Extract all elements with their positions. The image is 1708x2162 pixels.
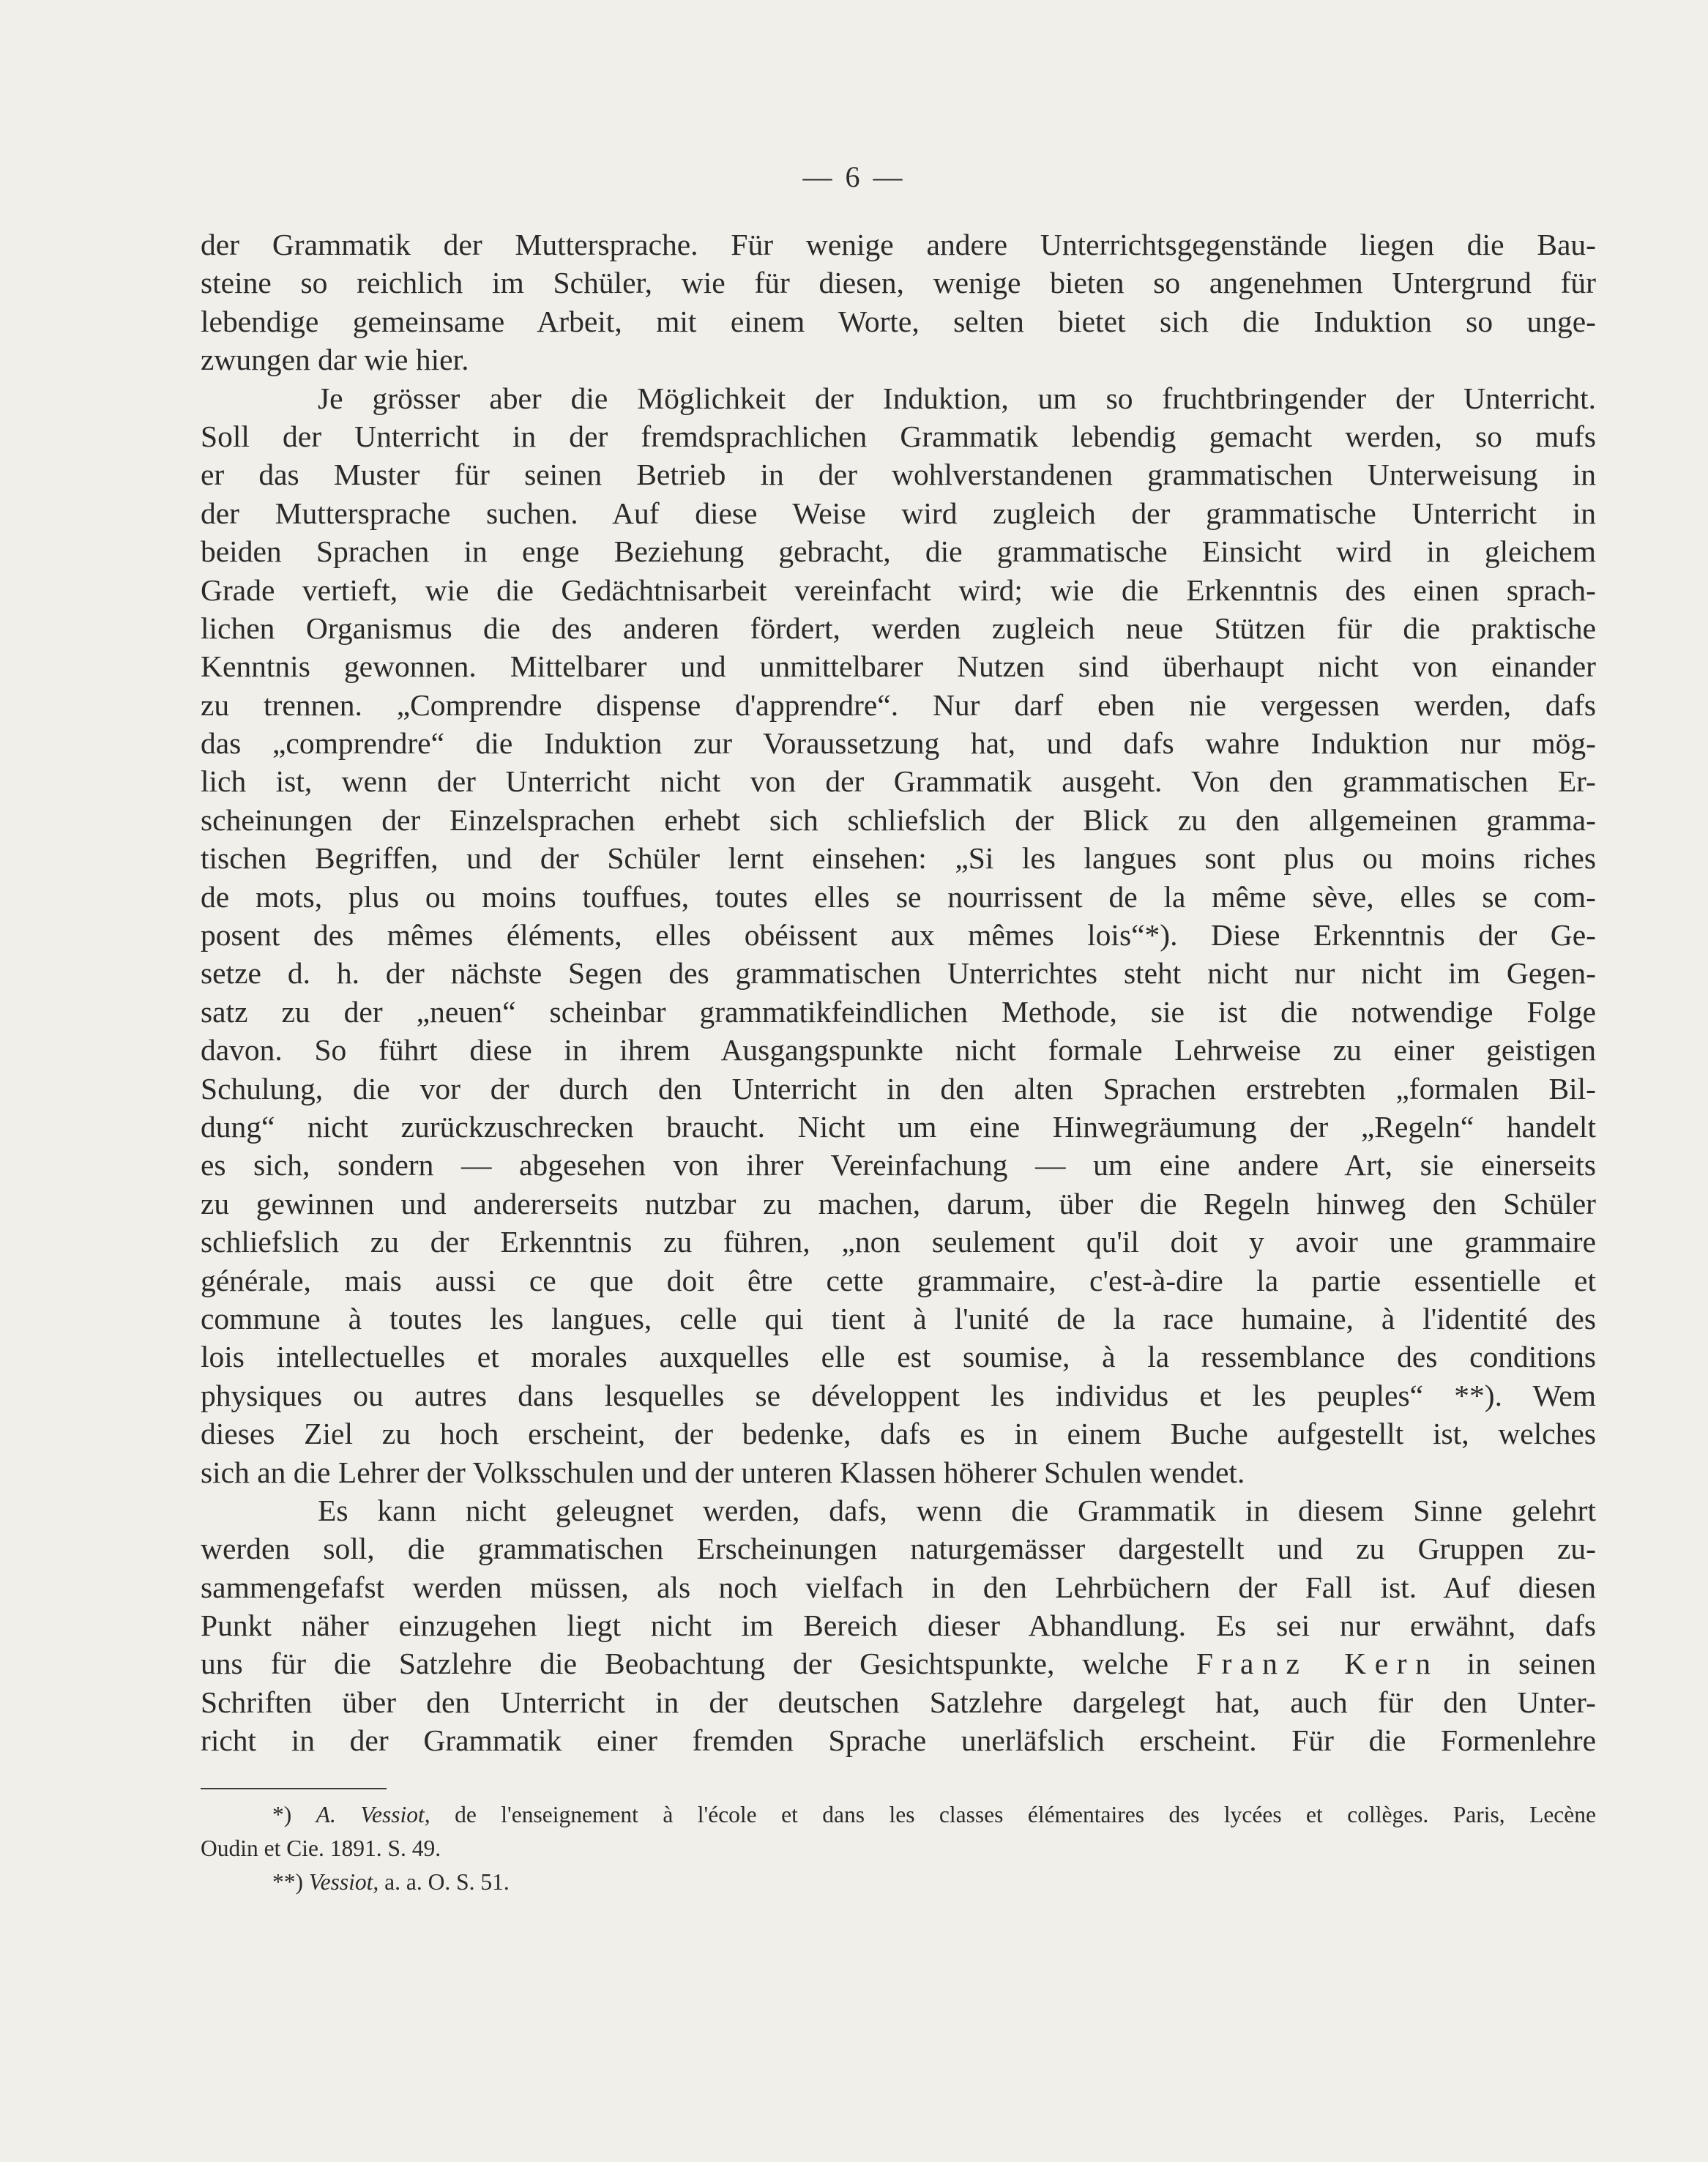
text-line: satz zu der „neuen“ scheinbar grammatikfeindlichen Methode, sie ist die notwendige Folge [201,994,1596,1029]
text-line: davon. So führt diese in ihrem Ausgangspunkte nicht formale Lehrweise zu einer geistigen [201,1033,1596,1067]
footnote-1-continuation: Oudin et Cie. 1891. S. 49. [201,1835,441,1861]
text-line: Punkt näher einzugehen liegt nicht im Bereich dieser Abhandlung. Es sei nur erwähnt, dafs [201,1609,1596,1643]
text-line: beiden Sprachen in enge Beziehung gebracht, die grammatische Einsicht wird in gleichem [201,534,1596,569]
footnote-marker: **) [272,1869,303,1895]
text-line: werden soll, die grammatischen Erscheinungen naturgemässer dargestellt und zu Gruppen zu- [201,1532,1596,1566]
footnote-2 [201,1865,1596,1899]
text-line: Grade vertieft, wie die Gedächtnisarbeit vereinfacht wird; wie die Erkenntnis des einen sprach- [201,573,1596,607]
footnote-1 [201,1798,1596,1832]
body-text [201,225,1596,1760]
text-line: lebendige gemeinsame Arbeit, mit einem Worte, selten bietet sich die Induktion so unge- [201,304,1596,338]
text-line: lichen Organismus die des anderen fördert, werden zugleich neue Stützen für die praktische [201,611,1596,645]
author-name-spaced: Franz Kern [1196,1647,1439,1681]
text-line: er das Muster für seinen Betrieb in der wohlverstandenen grammatischen Unterweisung in [201,458,1596,492]
footnote-author: A. Vessiot, [316,1802,430,1827]
text-line: Schriften über den Unterricht in der deutschen Satzlehre dargelegt hat, auch für den Unter- [201,1685,1596,1719]
text-line: das „comprendre“ die Induktion zur Voraussetzung hat, und dafs wahre Induktion nur mög- [201,726,1596,761]
text-line: der Grammatik der Muttersprache. Für wenige andere Unterrichtsgegenstände liegen die Bau- [201,228,1596,261]
footnote-text: de l'enseignement à l'école et dans les classes élémentaires des lycées et collèges. Paris, Lecène [455,1802,1596,1827]
text-line: Schulung, die vor der durch den Unterricht in den alten Sprachen erstrebten „formalen Bil- [201,1071,1596,1106]
text-line: tischen Begriffen, und der Schüler lernt einsehen: „Si les langues sont plus ou moins riches [201,841,1596,876]
text-line: posent des mêmes éléments, elles obéissent aux mêmes lois“*). Diese Erkenntnis der Ge- [201,918,1596,953]
text-line: Soll der Unterricht in der fremdsprachlichen Grammatik lebendig gemacht werden, so mufs [201,419,1596,453]
footnotes [201,1798,1596,1899]
text-line: zu trennen. „Comprendre dispense d'apprendre“. Nur darf eben nie vergessen werden, dafs [201,687,1596,722]
text-line: schliefslich zu der Erkenntnis zu führen, „non seulement qu'il doit y avoir une grammaire [201,1225,1596,1259]
text-line: zu gewinnen und andererseits nutzbar zu machen, darum, über die Regeln hinweg den Schüler [201,1186,1596,1220]
text-line: de mots, plus ou moins touffues, toutes elles se nourrissent de la même sève, elles se com- [201,879,1596,914]
paragraph-end-line: sich an die Lehrer der Volksschulen und der unteren Klassen höherer Schulen wendet. [201,1455,1245,1489]
text-line: lich ist, wenn der Unterricht nicht von der Grammatik ausgeht. Von den grammatischen Er- [201,764,1596,799]
text-line [201,1644,1596,1682]
text-line: générale, mais aussi ce que doit être cette grammaire, c'est-à-dire la partie essentielle et [201,1263,1596,1297]
footnote-divider [201,1788,387,1789]
text-line: dung“ nicht zurückzuschrecken braucht. Nicht um eine Hinwegräumung der „Regeln“ handelt [201,1109,1596,1144]
text-line: steine so reichlich im Schüler, wie für diesen, wenige bieten so angenehmen Untergrund für [201,266,1596,300]
text-line: setze d. h. der nächste Segen des grammatischen Unterrichtes steht nicht nur nicht im Gegen- [201,956,1596,991]
paragraph-start-line: Je grösser aber die Möglichkeit der Induktion, um so fruchtbringender der Unterricht. [318,381,1596,415]
text-line: richt in der Grammatik einer fremden Sprache unerläfslich erscheint. Für die Formenlehre [201,1723,1596,1758]
text-line: Kenntnis gewonnen. Mittelbarer und unmittelbarer Nutzen sind überhaupt nicht von einander [201,649,1596,684]
paragraph-end-line: zwungen dar wie hier. [201,343,469,377]
text-line: commune à toutes les langues, celle qui tient à l'unité de la race humaine, à l'identité des [201,1301,1596,1335]
paragraph-start-line: Es kann nicht geleugnet werden, dafs, wenn die Grammatik in diesem Sinne gelehrt [318,1493,1596,1527]
footnote-text: a. a. O. S. 51. [384,1869,510,1895]
footnote-marker: *) [272,1802,292,1827]
text-line: der Muttersprache suchen. Auf diese Weise wird zugleich der grammatische Unterricht in [201,496,1596,530]
text-line: dieses Ziel zu hoch erscheint, der bedenke, dafs es in einem Buche aufgestellt ist, welches [201,1417,1596,1451]
text-line: physiques ou autres dans lesquelles se développent les individus et les peuples“ **). Wem [201,1378,1596,1412]
text-line: lois intellectuelles et morales auxquelles elle est soumise, à la ressemblance des conditions [201,1340,1596,1374]
text-line: es sich, sondern — abgesehen von ihrer Vereinfachung — um eine andere Art, sie einerseits [201,1148,1596,1182]
text-fragment: uns für die Satzlehre die Beobachtung der Gesichtspunkte, welche [201,1647,1168,1681]
text-line: scheinungen der Einzelsprachen erhebt sich schliefslich der Blick zu den allgemeinen gramma- [201,802,1596,837]
page-number: — 6 — [802,160,906,193]
text-fragment: in seinen [1466,1647,1597,1681]
footnote-author: Vessiot, [308,1869,379,1895]
text-line: sammengefafst werden müssen, als noch vielfach in den Lehrbüchern der Fall ist. Auf diesen [201,1570,1596,1604]
